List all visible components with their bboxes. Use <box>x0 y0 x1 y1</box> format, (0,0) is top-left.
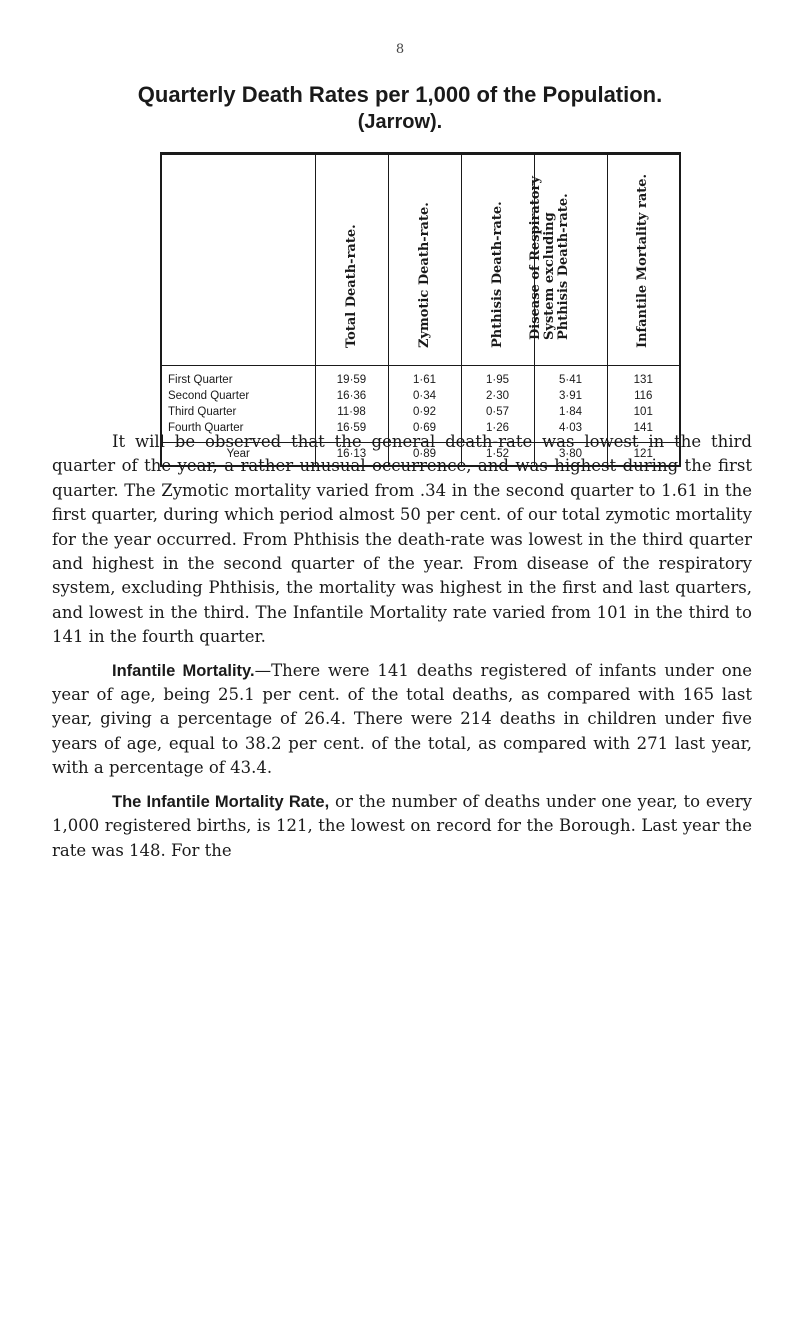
table-header-row <box>161 154 680 366</box>
header-line: Disease of Respiratory <box>527 176 543 340</box>
cell-value: 3·91 <box>534 388 607 404</box>
header-label: Zymotic Death-rate. <box>416 202 432 348</box>
cell-value: 5·41 <box>534 366 607 389</box>
paragraph-heading: The Infantile Mortality Rate, <box>112 792 330 811</box>
header-infantile-mortality-rate <box>607 154 680 366</box>
cell-value: 101 <box>607 404 680 420</box>
row-label: Fourth Quarter <box>168 422 244 434</box>
total-value: 121 <box>607 443 680 467</box>
header-zymotic-death-rate <box>388 154 461 366</box>
table-row <box>161 404 680 420</box>
cell-value: 1·84 <box>534 404 607 420</box>
total-value: 0·89 <box>388 443 461 467</box>
cell-value: 4·03 <box>534 420 607 443</box>
cell-value: 131 <box>607 366 680 389</box>
cell-value: 1·61 <box>388 366 461 389</box>
paragraph <box>52 659 752 781</box>
total-row-label: Year <box>161 443 315 467</box>
cell-value: 2·30 <box>461 388 534 404</box>
header-label-multiline <box>529 176 571 340</box>
row-label: First Quarter <box>168 374 233 386</box>
cell-value: 19·59 <box>315 366 388 389</box>
page-title: Quarterly Death Rates per 1,000 of the Population. <box>137 82 663 107</box>
paragraph-heading: Infantile Mortality. <box>112 661 255 680</box>
cell-value: 0·34 <box>388 388 461 404</box>
header-blank-cell <box>161 154 315 366</box>
paragraph <box>52 790 752 863</box>
page-number: 8 <box>395 42 405 57</box>
cell-value: 0·69 <box>388 420 461 443</box>
table-row <box>161 388 680 404</box>
total-value: 16·13 <box>315 443 388 467</box>
cell-value: 0·92 <box>388 404 461 420</box>
total-value: 1·52 <box>461 443 534 467</box>
paragraph: It will be observed that the general death-rate was lowest in the third quarter of the year, a rather unusual occurrence, and was highest during the first quarter. The Zymotic mortality varied from .34 in the second quarter to 1.61 in the first quarter, during which period almost 50 per cent. of our total zymotic mortality for the year occurred. From Phthisis the death-rate was lowest in the third quarter and highest in the second quarter of the year. From disease of the respiratory system, excluding Phthisis, the mortality was highest in the first and last quarters, and lowest in the third. The Infantile Mortality rate varied from 101 in the third to 141 in the fourth quarter. <box>52 432 752 647</box>
header-respiratory-death-rate <box>527 154 607 366</box>
header-label: Phthisis Death-rate. <box>489 201 505 348</box>
total-value: 3·80 <box>534 443 607 467</box>
paragraph-text: —There were 141 deaths registered of infants under one year of age, being 25.1 per cent. of the total deaths, as compared with 165 last year, giving a percentage of 26.4. There were 214 deaths in children under five years of age, equal to 38.2 per cent. of the total, as compared with 271 last year, with a percentage of 43.4. <box>52 660 753 778</box>
row-label: Third Quarter <box>168 406 237 418</box>
header-phthisis-death-rate <box>461 154 534 366</box>
header-line: System excluding <box>541 212 557 340</box>
header-label: Total Death-rate. <box>343 224 359 348</box>
row-label: Second Quarter <box>168 390 250 402</box>
cell-value: 0·57 <box>461 404 534 420</box>
paragraph-text: or the number of deaths under one year, to every 1,000 registered births, is 121, the lowest on record for the Borough. Last year the rate was 148. For the <box>52 791 752 860</box>
header-total-death-rate <box>315 154 388 366</box>
cell-value: 1·95 <box>461 366 534 389</box>
header-label: Infantile Mortality rate. <box>635 173 651 348</box>
page-subtitle: (Jarrow). <box>357 111 443 133</box>
cell-value: 116 <box>607 388 680 404</box>
cell-value: 1·26 <box>461 420 534 443</box>
cell-value: 16·59 <box>315 420 388 443</box>
body-text <box>52 430 752 872</box>
cell-value: 141 <box>607 420 680 443</box>
cell-value: 11·98 <box>315 404 388 420</box>
header-line: Phthisis Death-rate. <box>555 193 571 340</box>
cell-value: 16·36 <box>315 388 388 404</box>
table-row <box>161 366 680 389</box>
death-rates-table <box>160 152 681 467</box>
